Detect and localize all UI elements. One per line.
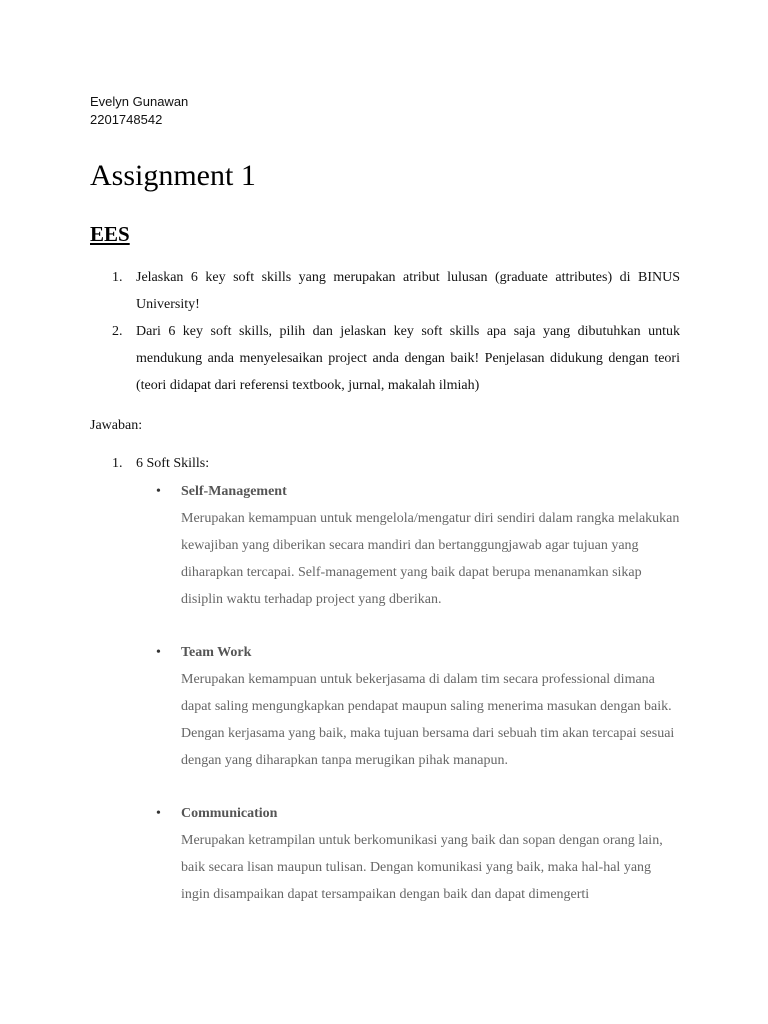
bullet-icon: • — [156, 645, 161, 660]
question-item — [90, 264, 680, 318]
skill-description: Merupakan kemampuan untuk bekerjasama di dalam tim secara professional dimana dapat saling mengungkapkan pendapat maupun saling menerima masukan dengan baik. Dengan kerjasama yang baik, maka tujuan bersama dari sebuah tim akan tercapai sesuai dengan yang diharapkan tanpa merugikan pihak manapun. — [181, 672, 675, 768]
author-name: Evelyn Gunawan — [90, 94, 189, 109]
skill-item-self-management — [90, 478, 680, 613]
document-title: Assignment 1 — [90, 159, 256, 192]
question-item — [90, 318, 680, 399]
answer-label: Jawaban: — [90, 418, 143, 433]
question-text: Jelaskan 6 key soft skills yang merupakan atribut lulusan (graduate attributes) di BINUS University! — [136, 270, 680, 312]
skill-item-communication — [90, 800, 680, 908]
bullet-icon: • — [156, 484, 161, 499]
author-block — [90, 93, 188, 129]
skill-item-team-work — [90, 639, 680, 774]
answer-title: 6 Soft Skills: — [136, 456, 210, 471]
question-number: 1. — [112, 270, 123, 285]
bullet-icon: • — [156, 806, 161, 821]
skill-name: Self-Management — [181, 484, 287, 499]
question-list — [90, 264, 680, 399]
skill-name: Team Work — [181, 645, 252, 660]
question-text: Dari 6 key soft skills, pilih dan jelaskan key soft skills apa saja yang dibutuhkan untuk mendukung anda menyelesaikan project anda dengan baik! Penjelasan didukung dengan teori (teori didapat dari referensi textbook, jurnal, makalah ilmiah) — [136, 324, 680, 393]
skills-list — [90, 478, 680, 934]
document-subtitle: EES — [90, 222, 130, 246]
skill-description: Merupakan ketrampilan untuk berkomunikasi yang baik dan sopan dengan orang lain, baik secara lisan maupun tulisan. Dengan komunikasi yang baik, maka hal-hal yang ingin disampaikan dapat tersampaikan dengan baik dan dapat dimengerti — [181, 833, 663, 902]
skill-name: Communication — [181, 806, 278, 821]
author-id: 2201748542 — [90, 112, 163, 127]
answer-number: 1. — [112, 456, 123, 471]
question-number: 2. — [112, 324, 123, 339]
skill-description: Merupakan kemampuan untuk mengelola/mengatur diri sendiri dalam rangka melakukan kewajiban yang diberikan secara mandiri dan bertanggungjawab agar tujuan yang diharapkan tercapai. Self-management yang baik dapat berupa menanamkan sikap disiplin waktu terhadap project yang dberikan. — [181, 511, 680, 607]
